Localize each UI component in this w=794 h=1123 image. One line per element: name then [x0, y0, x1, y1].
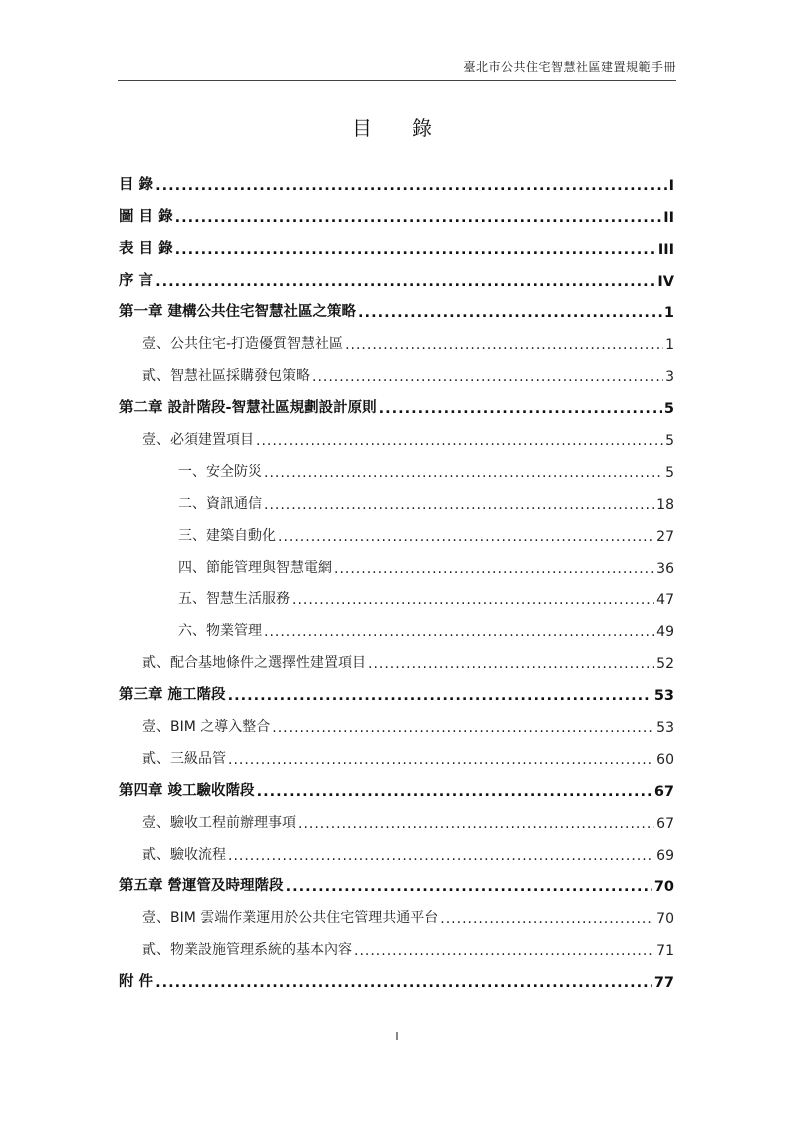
toc-entry[interactable]: [119, 357, 674, 389]
toc-entry-page: 36: [656, 560, 674, 577]
toc-entry[interactable]: [119, 740, 674, 772]
toc-entry[interactable]: [119, 389, 674, 421]
toc-entry[interactable]: [119, 453, 674, 485]
toc-entry-label: 序 言: [119, 272, 154, 289]
toc-dot-leader: [155, 274, 655, 290]
toc-entry[interactable]: [119, 868, 674, 900]
page-title: 目 錄: [352, 116, 442, 140]
toc-entry[interactable]: [119, 198, 674, 230]
toc-entry-label: 貳、智慧社區採購發包策略: [142, 368, 310, 385]
toc-entry[interactable]: [119, 676, 674, 708]
toc-entry-label: 壹、必須建置項目: [142, 432, 254, 449]
toc-dot-leader: [440, 911, 654, 927]
toc-dot-leader: [286, 879, 652, 895]
toc-dot-leader: [312, 369, 663, 385]
toc-entry-label: 第一章 建構公共住宅智慧社區之策略: [119, 304, 357, 321]
toc-entry-label: 壹、BIM 雲端作業運用於公共住宅管理共通平台: [142, 910, 439, 927]
toc-dot-leader: [264, 624, 654, 640]
toc-entry-label: 壹、公共住宅-打造優質智慧社區: [142, 336, 344, 353]
toc-entry[interactable]: [119, 294, 674, 326]
toc-dot-leader: [358, 305, 662, 321]
toc-entry-label: 一、安全防災: [178, 463, 262, 480]
toc-entry[interactable]: [119, 899, 674, 931]
toc-entry-label: 第五章 營運管及時理階段: [119, 878, 284, 895]
toc-entry[interactable]: [119, 485, 674, 517]
toc-entry-label: 貳、驗收流程: [142, 846, 226, 863]
toc-entry-page: 77: [653, 975, 674, 992]
toc-entry[interactable]: [119, 931, 674, 963]
toc-entry-page: 67: [656, 815, 674, 832]
toc-dot-leader: [264, 465, 663, 481]
toc-entry-page: 52: [656, 656, 674, 673]
toc-entry-page: 3: [665, 369, 674, 386]
toc-dot-leader: [256, 433, 663, 449]
toc-entry-page: 5: [663, 401, 674, 418]
toc-entry-page: 47: [656, 592, 674, 609]
toc-entry[interactable]: [119, 517, 674, 549]
toc-entry-label: 表 目 錄: [119, 240, 173, 257]
toc-entry-page: 5: [665, 464, 674, 481]
toc-entry-label: 第三章 施工階段: [119, 687, 226, 704]
toc-dot-leader: [272, 720, 654, 736]
toc-entry-page: II: [663, 209, 674, 226]
toc-dot-leader: [257, 784, 652, 800]
toc-dot-leader: [228, 848, 654, 864]
toc-entry[interactable]: [119, 708, 674, 740]
toc-entry-label: 四、節能管理與智慧電網: [178, 559, 332, 576]
toc-entry-page: 70: [653, 879, 674, 896]
toc-entry-page: III: [657, 241, 674, 258]
toc-dot-leader: [228, 752, 654, 768]
toc-entry-label: 壹、BIM 之導入整合: [142, 719, 271, 736]
toc-entry-page: 49: [656, 624, 674, 641]
table-of-contents: [119, 166, 674, 995]
toc-entry[interactable]: [119, 549, 674, 581]
toc-entry-label: 貳、物業設施管理系統的基本內容: [142, 942, 352, 959]
toc-entry-page: 1: [663, 305, 674, 322]
toc-dot-leader: [175, 242, 656, 258]
toc-entry-page: 5: [665, 433, 674, 450]
toc-entry-page: I: [668, 177, 674, 194]
toc-entry-page: IV: [657, 273, 674, 290]
toc-entry-page: 67: [653, 783, 674, 800]
toc-dot-leader: [345, 337, 663, 353]
toc-entry[interactable]: [119, 612, 674, 644]
toc-dot-leader: [354, 943, 654, 959]
toc-entry[interactable]: [119, 804, 674, 836]
toc-entry[interactable]: [119, 230, 674, 262]
toc-dot-leader: [368, 656, 654, 672]
toc-entry-label: 第四章 竣工驗收階段: [119, 782, 255, 799]
toc-entry[interactable]: [119, 166, 674, 198]
running-header: 臺北市公共住宅智慧社區建置規範手冊: [463, 60, 676, 74]
header-rule: [118, 80, 676, 81]
toc-dot-leader: [292, 592, 654, 608]
toc-entry-label: 貳、三級品管: [142, 750, 226, 767]
toc-entry-page: 70: [656, 911, 674, 928]
toc-entry-page: 60: [656, 751, 674, 768]
toc-entry[interactable]: [119, 644, 674, 676]
toc-entry-label: 二、資訊通信: [178, 495, 262, 512]
toc-dot-leader: [228, 688, 652, 704]
toc-entry-page: 69: [656, 847, 674, 864]
toc-entry-label: 壹、驗收工程前辦理事項: [142, 814, 296, 831]
toc-entry-page: 27: [656, 528, 674, 545]
toc-entry-page: 18: [656, 496, 674, 513]
toc-entry[interactable]: [119, 262, 674, 294]
toc-dot-leader: [264, 497, 654, 513]
toc-entry[interactable]: [119, 421, 674, 453]
toc-dot-leader: [298, 816, 654, 832]
toc-entry-label: 五、智慧生活服務: [178, 591, 290, 608]
toc-entry[interactable]: [119, 325, 674, 357]
toc-entry-label: 六、物業管理: [178, 623, 262, 640]
toc-entry-label: 附 件: [119, 974, 154, 991]
toc-entry[interactable]: [119, 963, 674, 995]
toc-dot-leader: [175, 210, 662, 226]
footer-page-number: I: [395, 1030, 399, 1043]
toc-entry-label: 第二章 設計階段-智慧社區規劃設計原則: [119, 400, 377, 417]
toc-dot-leader: [155, 975, 652, 991]
toc-dot-leader: [379, 401, 662, 417]
toc-entry-page: 71: [656, 943, 674, 960]
toc-entry-page: 1: [665, 337, 674, 354]
toc-entry-label: 貳、配合基地條件之選擇性建置項目: [142, 655, 366, 672]
toc-entry[interactable]: [119, 581, 674, 613]
toc-dot-leader: [155, 178, 667, 194]
toc-entry[interactable]: [119, 836, 674, 868]
toc-entry-page: 53: [653, 688, 674, 705]
toc-entry-label: 三、建築自動化: [178, 527, 276, 544]
toc-entry[interactable]: [119, 772, 674, 804]
toc-dot-leader: [334, 561, 654, 577]
toc-dot-leader: [278, 529, 654, 545]
toc-entry-page: 53: [656, 720, 674, 737]
toc-entry-label: 圖 目 錄: [119, 208, 173, 225]
toc-entry-label: 目 錄: [119, 176, 154, 193]
